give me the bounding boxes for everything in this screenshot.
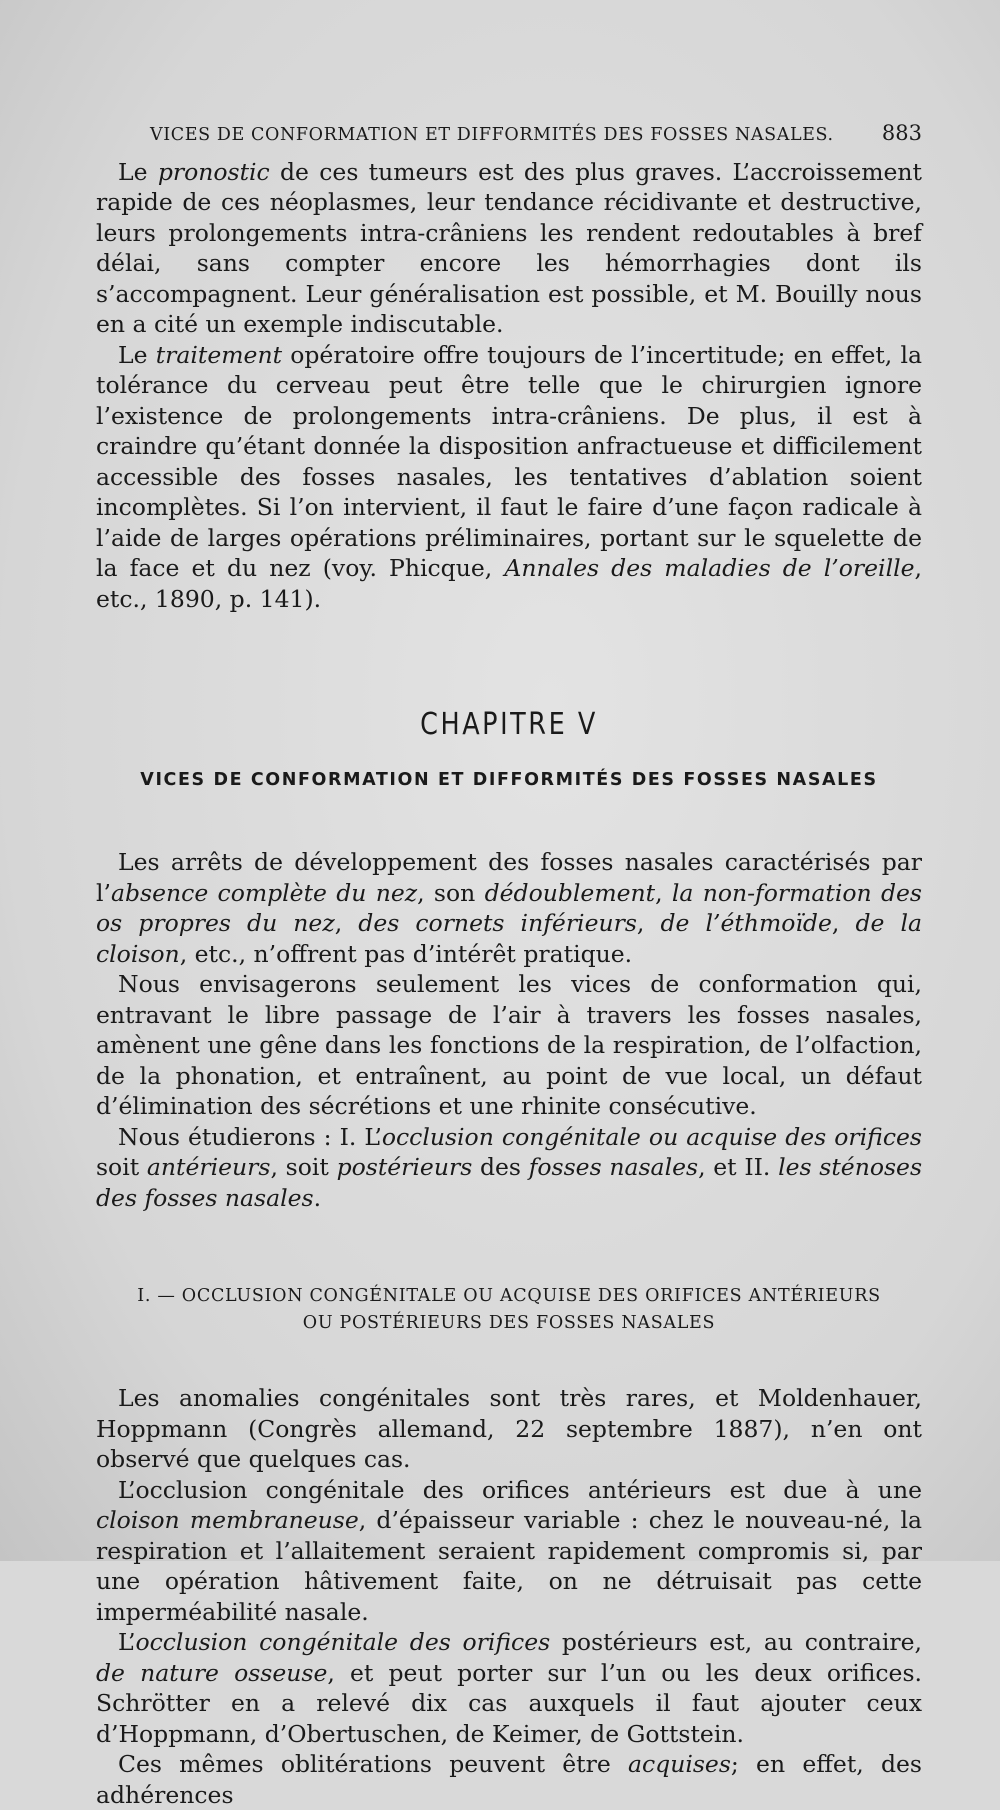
page-number: 883	[881, 121, 922, 145]
running-title: VICES DE CONFORMATION ET DIFFORMITÉS DES FOSSES NASALES.	[150, 125, 834, 145]
text-run: ; en effet, des adhérences	[96, 1750, 922, 1809]
running-head	[96, 118, 922, 151]
paragraph-scope	[96, 969, 922, 1122]
paragraph-anterior-occlusion	[96, 1475, 922, 1628]
text-run: , etc., n’offrent pas d’intérêt pratique.	[179, 939, 633, 968]
text-run: , et peut porter sur l’un ou les deux orifices. Schrötter en a relevé dix cas auxquels il faut ajouter ceux d’Hoppmann, d’Obertuschen, de Keimer, de Gottstein.	[96, 1658, 922, 1748]
text-run: , d’épaisseur variable : chez le nouveau-né, la respiration et l’allaitement seraient rapidement compromis si, par une opération hâtivement faite, on ne détruisait pas cette imperméabilité nasale.	[96, 1506, 922, 1626]
italic-run: antérieurs	[146, 1153, 271, 1181]
italic-run: de nature osseuse	[96, 1658, 328, 1687]
italic-run: acquises	[628, 1750, 731, 1778]
paragraph-treatment	[96, 340, 922, 615]
paragraph-acquired-obliterations	[96, 1749, 922, 1810]
section-heading-line: OU POSTÉRIEURS DES FOSSES NASALES	[302, 1313, 716, 1333]
italic-run: occlusion congénitale des orifices	[135, 1628, 551, 1656]
italic-run: pronostic	[157, 157, 270, 186]
paragraph-posterior-occlusion	[96, 1627, 922, 1749]
italic-run: occlusion congénitale ou acquise des orifices	[381, 1122, 922, 1151]
text-run: des	[472, 1153, 529, 1181]
text-run: , etc., 1890, p. 141).	[96, 554, 922, 613]
chapter-title: CHAPITRE V	[420, 707, 598, 742]
text-run: ,	[655, 878, 672, 907]
text-run: opératoire offre toujours de l’incertitude; en effet, la tolérance du cerveau peut être telle que le chirurgien ignore l’existence de prolongements intra-crâniens. De plus, il est à craindre qu’étant donnée la disposition anfractueuse et difficilement accessible des fosses nasales, les tentatives d’ablation soient incomplètes. Si l’on intervient, il faut le faire d’une façon radicale à l’aide de larges opérations préliminaires, portant sur le squelette de la face et du nez (voy. Phicque,	[96, 340, 922, 582]
italic-run: fosses nasales	[528, 1153, 699, 1181]
italic-run: les sténoses des fosses nasales	[96, 1153, 922, 1212]
section-heading	[96, 1283, 922, 1337]
section-heading-line: I. — OCCLUSION CONGÉNITALE OU ACQUISE DES ORIFICES ANTÉRIEURS	[137, 1286, 881, 1306]
italic-run: traitement	[155, 340, 283, 369]
text-run: de ces tumeurs est des plus graves. L’accroissement rapide de ces néoplasmes, leur tendance récidivante et destructive, leurs prolongements intra-crâniens les rendent redoutables à bref délai, sans compter encore les hémorrhagies dont ils s’accompagnent. Leur généralisation est possible, et M. Bouilly nous en a cité un exemple indiscutable.	[96, 157, 922, 338]
text-run: Ces mêmes oblitérations peuvent être	[118, 1750, 628, 1778]
italic-run: de la cloison	[96, 909, 922, 968]
italic-run: postérieurs	[336, 1153, 473, 1181]
text-run: ,	[831, 909, 856, 937]
italic-run: Annales des maladies de l’oreille	[504, 554, 915, 582]
text-run: ,	[334, 909, 359, 937]
page-content	[96, 118, 922, 1810]
text-run: Nous étudierons : I. L’	[118, 1122, 382, 1151]
italic-run: des cornets inférieurs	[358, 909, 637, 937]
paragraph-congenital-anomalies	[96, 1383, 922, 1475]
italic-run: de l’éthmoïde	[660, 909, 832, 937]
text-run: postérieurs est, au contraire,	[550, 1628, 922, 1656]
text-run: Nous envisagerons seulement les vices de conformation qui, entravant le libre passage de l’air à travers les fosses nasales, amènent une gêne dans les fonctions de la respiration, de l’olfaction, de la phonation, et entraînent, au point de vue local, un défaut d’élimination des sécrétions et une rhinite consécutive.	[96, 970, 922, 1120]
text-run: Le	[118, 157, 158, 186]
text-run: , et II.	[698, 1153, 779, 1181]
text-run: L’occlusion congénitale des orifices antérieurs est due à une	[118, 1475, 922, 1504]
text-run: Le	[118, 340, 156, 369]
text-run: Les anomalies congénitales sont très rares, et Moldenhauer, Hoppmann (Congrès allemand, 22 septembre 1887), n’en ont observé que quelques cas.	[96, 1384, 922, 1473]
paragraph-prognosis	[96, 157, 922, 340]
text-run: ,	[636, 909, 661, 937]
text-run: L’	[118, 1628, 136, 1656]
text-run: , soit	[270, 1153, 337, 1181]
paragraph-outline	[96, 1122, 922, 1214]
text-run: soit	[96, 1153, 147, 1181]
text-run: , son	[417, 878, 485, 907]
text-run: .	[313, 1183, 322, 1212]
italic-run: dédoublement	[484, 878, 656, 907]
paragraph-developmental-arrests	[96, 847, 922, 969]
italic-run: cloison membraneuse	[96, 1506, 359, 1534]
italic-run: la non-formation des os propres du nez	[96, 878, 922, 937]
chapter-subtitle: VICES DE CONFORMATION ET DIFFORMITÉS DES FOSSES NASALES	[140, 769, 878, 790]
italic-run: absence complète du nez	[111, 878, 418, 907]
text-run: Les arrêts de développement des fosses nasales caractérisés par l’	[96, 848, 922, 907]
